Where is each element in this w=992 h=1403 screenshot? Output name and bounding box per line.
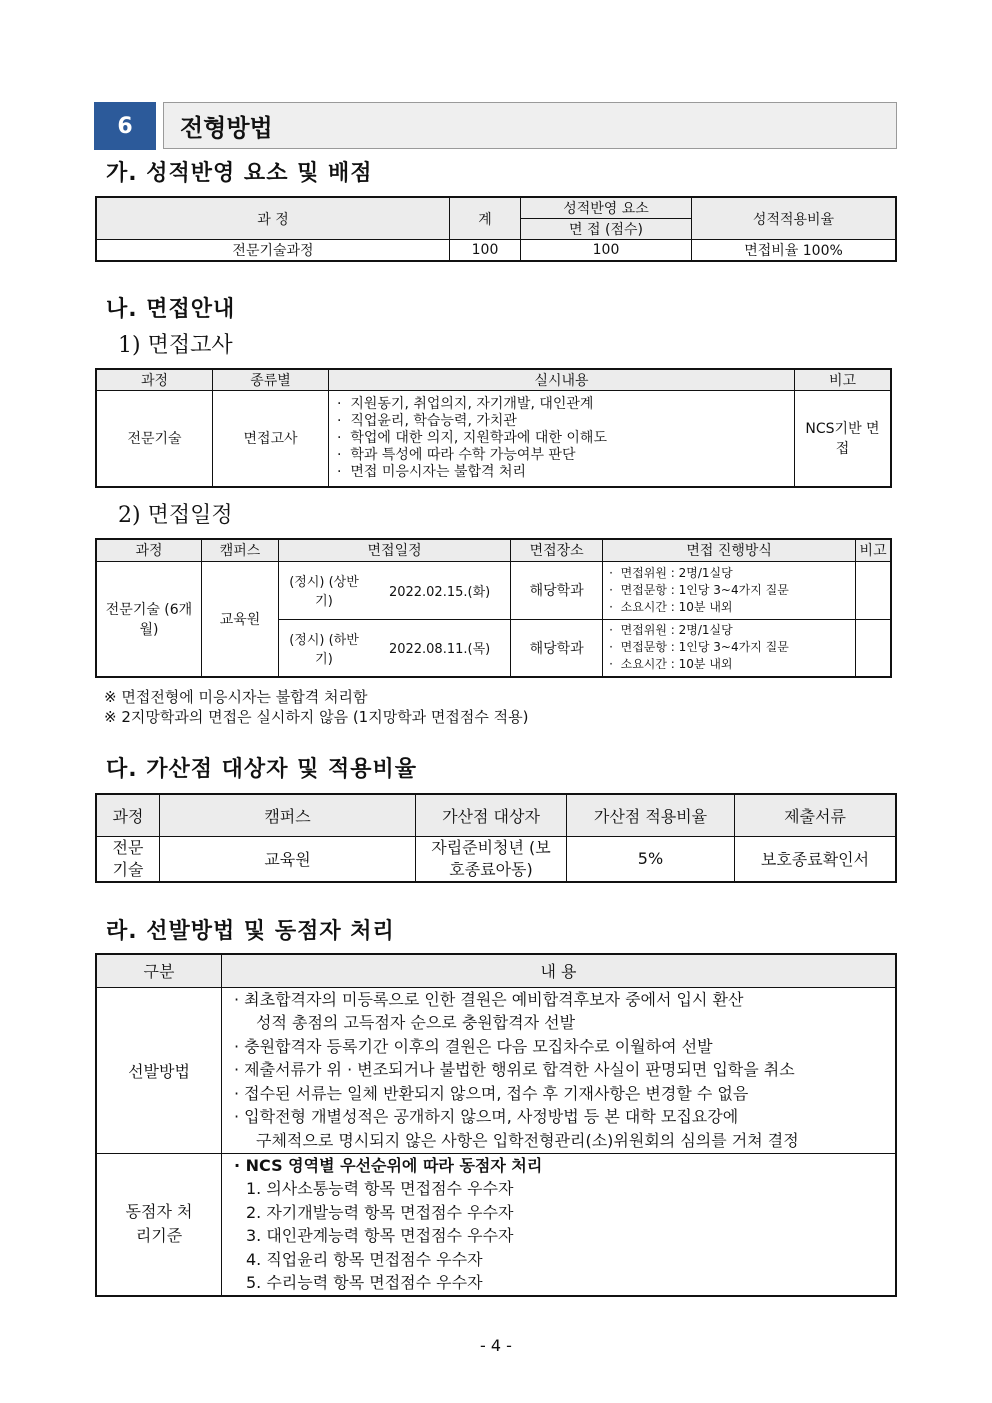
- subheading-schedule: 2) 면접일정: [118, 503, 233, 528]
- section-number: 6: [94, 102, 156, 150]
- sel-header-content: 내 용: [222, 954, 897, 987]
- tie-label: 동점자 처리기준: [96, 1153, 222, 1296]
- bonus-header-target: 가산점 대상자: [416, 794, 567, 836]
- schedule-table: [95, 538, 892, 678]
- bonus-campus: 교육원: [160, 836, 416, 882]
- t2-header-note: 비고: [856, 539, 891, 561]
- t2-method: [603, 561, 856, 619]
- t2-term: (정시) (하반기): [279, 619, 370, 677]
- t2-method-item: · 소요시간 : 10분 내외: [609, 657, 733, 672]
- t2-campus: 교육원: [202, 561, 279, 677]
- t2-term: (정시) (상반기): [279, 561, 370, 619]
- sel-header-category: 구분: [96, 954, 222, 987]
- bonus-course: 전문 기술: [96, 836, 160, 882]
- t2-method-item: · 면접위원 : 2명/1실당: [609, 565, 733, 580]
- selection-item: · 입학전형 개별성적은 공개하지 않으며, 사정방법 등 본 대학 모집요강에: [234, 1107, 739, 1127]
- t1-item: · 면접 미응시자는 불합격 처리: [337, 463, 526, 480]
- bonus-ratio: 5%: [567, 836, 735, 882]
- heading-ga: 가. 성적반영 요소 및 배점: [106, 161, 373, 186]
- row-total: 100: [450, 240, 521, 262]
- t2-header-method: 면접 진행방식: [603, 539, 856, 561]
- header-course: 과 정: [96, 197, 450, 240]
- header-element: 성적반영 요소: [521, 197, 692, 219]
- t2-note: [856, 561, 891, 619]
- t1-item: · 직업윤리, 학습능력, 가치관: [337, 412, 517, 429]
- header-total: 계: [450, 197, 521, 240]
- t1-header-note: 비고: [795, 369, 892, 391]
- t1-type: 면접고사: [213, 391, 329, 487]
- t1-item: · 지원동기, 취업의지, 자기개발, 대인관계: [337, 395, 594, 412]
- t2-note: [856, 619, 891, 677]
- t1-item: · 학과 특성에 따라 수학 가능여부 판단: [337, 446, 576, 463]
- t1-header-content: 실시내용: [329, 369, 795, 391]
- bonus-header-ratio: 가산점 적용비율: [567, 794, 735, 836]
- t2-date: 2022.08.11.(목): [369, 619, 511, 677]
- selection-content: [222, 987, 897, 1153]
- tie-item: 1. 의사소통능력 항목 면접점수 우수자: [246, 1179, 514, 1198]
- bonus-header-campus: 캠퍼스: [160, 794, 416, 836]
- t2-header-course: 과정: [96, 539, 202, 561]
- subheading-interview: 1) 면접고사: [118, 333, 233, 358]
- heading-da: 다. 가산점 대상자 및 적용비율: [106, 757, 418, 782]
- heading-ra: 라. 선발방법 및 동점자 처리: [106, 919, 395, 944]
- selection-item: · 접수된 서류는 일체 반환되지 않으며, 접수 후 기재사항은 변경할 수 없음: [234, 1083, 749, 1103]
- t2-method-item: · 면접위원 : 2명/1실당: [609, 623, 733, 638]
- selection-item: 성적 총점의 고득점자 순으로 충원합격자 선발: [256, 1013, 576, 1033]
- section-title: 전형방법: [163, 102, 897, 149]
- t2-header-campus: 캠퍼스: [202, 539, 279, 561]
- row-interview: 100: [521, 240, 692, 262]
- note-2: ※ 2지망학과의 면접은 실시하지 않음 (1지망학과 면접점수 적용): [104, 708, 529, 726]
- interview-table: [95, 368, 892, 488]
- row-ratio: 면접비율 100%: [692, 240, 897, 262]
- score-table: [95, 196, 897, 262]
- tie-item: 2. 자기개발능력 항목 면접점수 우수자: [246, 1202, 514, 1222]
- t1-content: [329, 391, 795, 487]
- header-interview: 면 접 (점수): [521, 219, 692, 240]
- bonus-header-doc: 제출서류: [735, 794, 897, 836]
- selection-item: · 충원합격자 등록기간 이후의 결원은 다음 모집차수로 이월하여 선발: [234, 1036, 713, 1056]
- t2-date: 2022.02.15.(화): [369, 561, 511, 619]
- tie-item: 5. 수리능력 항목 면접점수 우수자: [246, 1273, 483, 1292]
- tie-item: 4. 직업윤리 항목 면접점수 우수자: [246, 1249, 483, 1269]
- t1-item: · 학업에 대한 의지, 지원학과에 대한 이해도: [337, 429, 607, 446]
- t1-header-course: 과정: [96, 369, 213, 391]
- header-ratio: 성적적용비율: [692, 197, 897, 240]
- note-1: ※ 면접전형에 미응시자는 불합격 처리함: [104, 688, 368, 706]
- t2-place: 해당학과: [511, 619, 603, 677]
- t2-method: [603, 619, 856, 677]
- selection-item: · 최초합격자의 미등록으로 인한 결원은 예비합격후보자 중에서 입시 환산: [234, 989, 744, 1009]
- bonus-doc: 보호종료확인서: [735, 836, 897, 882]
- tie-item: · NCS 영역별 우선순위에 따라 동점자 처리: [234, 1155, 543, 1175]
- page-number: - 4 -: [480, 1336, 512, 1355]
- bonus-table: [95, 793, 897, 883]
- selection-label: 선발방법: [96, 987, 222, 1153]
- t2-header-date: 면접일정: [279, 539, 511, 561]
- selection-item: 구체적으로 명시되지 않은 사항은 입학전형관리(소)위원회의 심의를 거쳐 결정: [256, 1130, 799, 1150]
- tie-content: [222, 1153, 897, 1296]
- bonus-target: 자립준비청년 (보호종료아동): [416, 836, 567, 882]
- t1-header-type: 종류별: [213, 369, 329, 391]
- t1-course: 전문기술: [96, 391, 213, 487]
- t2-header-place: 면접장소: [511, 539, 603, 561]
- t2-method-item: · 면접문항 : 1인당 3~4가지 질문: [609, 582, 789, 597]
- heading-na: 나. 면접안내: [106, 297, 236, 322]
- t2-place: 해당학과: [511, 561, 603, 619]
- t2-course: 전문기술 (6개월): [96, 561, 202, 677]
- row-course: 전문기술과정: [96, 240, 450, 262]
- tie-item: 3. 대인관계능력 항목 면접점수 우수자: [246, 1226, 514, 1245]
- t1-note: NCS기반 면접: [795, 391, 892, 487]
- selection-table: [95, 953, 897, 1297]
- selection-item: · 제출서류가 위 · 변조되거나 불법한 행위로 합격한 사실이 판명되면 입학을 취소: [234, 1060, 795, 1080]
- t2-method-item: · 면접문항 : 1인당 3~4가지 질문: [609, 640, 789, 655]
- t2-method-item: · 소요시간 : 10분 내외: [609, 599, 733, 614]
- bonus-header-course: 과정: [96, 794, 160, 836]
